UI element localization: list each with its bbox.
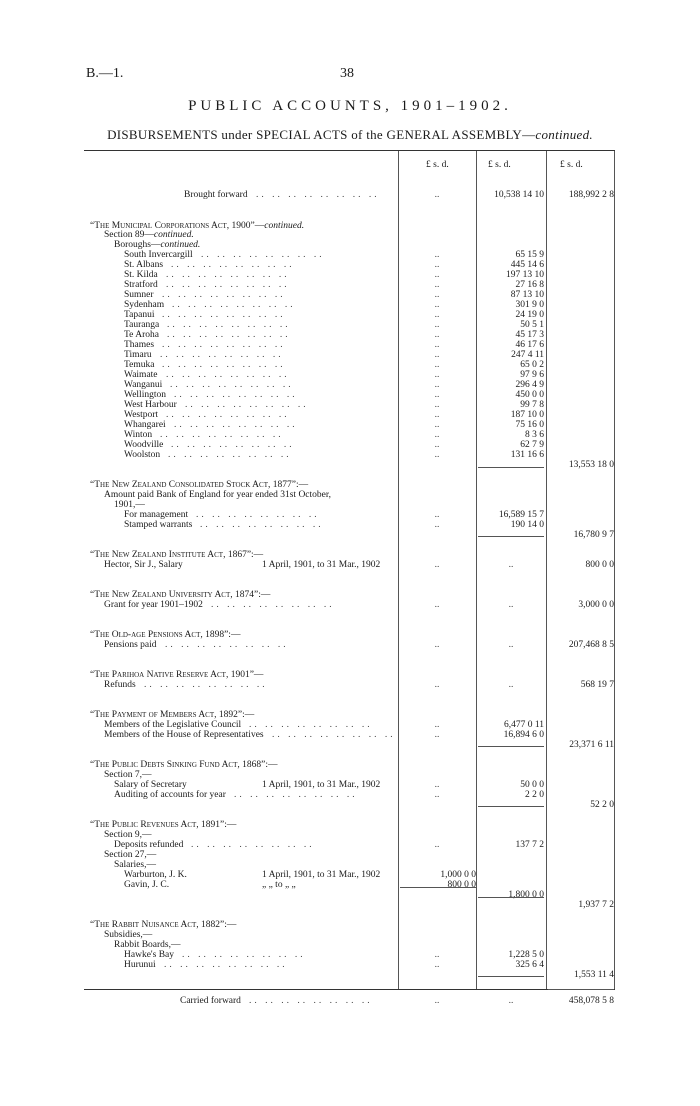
total-rule <box>478 897 544 898</box>
page-reference: B.—1. <box>86 66 124 81</box>
empty-cell-marker: .. <box>434 730 440 740</box>
row-label: Subsidies,— <box>104 930 153 940</box>
dot-leaders: .. .. .. .. .. .. .. .. <box>167 320 291 330</box>
empty-cell-marker: .. <box>434 330 440 340</box>
row-label: Rabbit Boards,— <box>114 940 181 950</box>
empty-cell-marker: .. <box>434 780 440 790</box>
row-label: Hector, Sir J., Salary <box>104 560 183 570</box>
dot-leaders: .. .. .. .. .. .. .. .. <box>191 840 315 850</box>
empty-cell-marker: .. <box>434 520 440 530</box>
row-label: Whangarei <box>124 420 166 430</box>
amount-c2: 445 14 6 <box>510 260 544 270</box>
row-label: Section 89—continued. <box>104 230 194 240</box>
row-label: Westport <box>124 410 159 420</box>
date-range: „ „ to „ „ <box>262 880 296 890</box>
empty-cell-marker: .. <box>434 720 440 730</box>
amount-c2: 1,228 5 0 <box>508 950 544 960</box>
amount-c2: 27 16 8 <box>515 280 544 290</box>
dot-leaders: .. .. .. .. .. .. .. .. <box>182 950 306 960</box>
amount-c2: 137 7 2 <box>515 840 544 850</box>
row-label: Gavin, J. C. <box>124 880 170 890</box>
row-label: Salary of Secretary <box>114 780 187 790</box>
date-range: 1 April, 1901, to 31 Mar., 1902 <box>262 870 381 880</box>
total-rule <box>400 887 476 888</box>
dot-leaders: .. .. .. .. .. .. .. .. <box>165 640 289 650</box>
subtitle-main: DISBURSEMENTS under SPECIAL ACTS of the GENERAL ASSEMBLY— <box>107 127 536 142</box>
page-subtitle <box>0 127 700 143</box>
empty-cell-marker: .. <box>434 380 440 390</box>
dot-leaders: .. .. .. .. .. .. .. .. <box>170 380 294 390</box>
row-label: St. Albans <box>124 260 164 270</box>
dot-leaders: .. .. .. .. .. .. .. .. <box>162 290 286 300</box>
ledger-row <box>84 996 615 1007</box>
ledger-row <box>84 460 615 471</box>
empty-cell-marker: .. <box>434 390 440 400</box>
row-label: “The Old-age Pensions Act, 1898”:— <box>90 630 241 640</box>
ledger-row <box>84 190 615 201</box>
dot-leaders: .. .. .. .. .. .. .. .. <box>200 520 324 530</box>
total-rule <box>478 976 544 977</box>
dot-leaders: .. .. .. .. .. .. .. .. <box>174 390 298 400</box>
row-label: Stratford <box>124 280 158 290</box>
amount-c2: 46 17 6 <box>515 340 544 350</box>
row-label: Deposits refunded <box>114 840 184 850</box>
amount-c2: 24 19 0 <box>515 310 544 320</box>
date-range: 1 April, 1901, to 31 Mar., 1902 <box>262 560 381 570</box>
date-range: 1 April, 1901, to 31 Mar., 1902 <box>262 780 381 790</box>
empty-cell-marker: .. <box>434 450 440 460</box>
dot-leaders: .. .. .. .. .. .. .. .. <box>166 280 290 290</box>
row-label: “The Public Debts Sinking Fund Act, 1868”:— <box>90 760 278 770</box>
row-label: Amount paid Bank of England for year ended 31st October, <box>104 490 332 500</box>
dot-leaders: .. .. .. .. .. .. .. .. <box>144 680 268 690</box>
empty-cell-marker: .. <box>508 680 514 690</box>
dot-leaders: .. .. .. .. .. .. .. .. <box>174 420 298 430</box>
dot-leaders: .. .. .. .. .. .. .. .. <box>167 330 291 340</box>
empty-cell-marker: .. <box>434 280 440 290</box>
total-rule <box>478 746 544 747</box>
empty-cell-marker: .. <box>434 360 440 370</box>
dot-leaders: .. .. .. .. .. .. .. .. <box>168 450 292 460</box>
empty-cell-marker: .. <box>434 640 440 650</box>
amount-c2: 62 7 9 <box>520 440 544 450</box>
dot-leaders: .. .. .. .. .. .. .. .. <box>160 430 284 440</box>
dot-leaders: .. .. .. .. .. .. .. .. <box>160 350 284 360</box>
amount-c3: 207,468 8 5 <box>568 640 614 650</box>
row-label: Tauranga <box>124 320 160 330</box>
amount-c3: 13,553 18 0 <box>568 460 614 470</box>
row-label: Woodville <box>124 440 164 450</box>
row-label: Warburton, J. K. <box>124 870 187 880</box>
row-label: “The New Zealand Consolidated Stock Act, 1877”:— <box>90 480 309 490</box>
row-label: Section 27,— <box>104 850 157 860</box>
empty-cell-marker: .. <box>434 996 440 1006</box>
dot-leaders: .. .. .. .. .. .. .. .. <box>166 370 290 380</box>
empty-cell-marker: .. <box>434 510 440 520</box>
dot-leaders: .. .. .. .. .. .. .. .. <box>185 400 309 410</box>
row-label: Hawke's Bay <box>124 950 174 960</box>
row-label: Sumner <box>124 290 154 300</box>
row-label: Te Aroha <box>124 330 159 340</box>
amount-c2: 97 9 6 <box>520 370 544 380</box>
amount-c3: 1,937 7 2 <box>578 900 614 910</box>
amount-c2: 50 0 0 <box>520 780 544 790</box>
dot-leaders: .. .. .. .. .. .. .. .. <box>166 270 290 280</box>
row-label: St. Kilda <box>124 270 158 280</box>
amount-c2: 6,477 0 11 <box>503 720 544 730</box>
amount-c2: 187 10 0 <box>510 410 544 420</box>
amount-c3: 188,992 2 8 <box>568 190 614 200</box>
row-label: Waimate <box>124 370 158 380</box>
row-label: Thames <box>124 340 155 350</box>
empty-cell-marker: .. <box>434 430 440 440</box>
row-label: Timaru <box>124 350 152 360</box>
amount-c1: 800 0 0 <box>447 880 476 890</box>
row-label: Boroughs—continued. <box>114 240 201 250</box>
ledger-row <box>84 640 615 651</box>
row-label: South Invercargill <box>124 250 193 260</box>
row-label: “The Rabbit Nuisance Act, 1882”:— <box>90 920 237 930</box>
amount-c2: 75 16 0 <box>515 420 544 430</box>
amount-c2: 8 3 6 <box>525 430 544 440</box>
amount-c2: 296 4 9 <box>515 380 544 390</box>
row-label: Auditing of accounts for year <box>114 790 226 800</box>
row-label: Pensions paid <box>104 640 157 650</box>
empty-cell-marker: .. <box>434 260 440 270</box>
row-label: “The Payment of Members Act, 1892”:— <box>90 710 255 720</box>
amount-c2: 16,894 6 0 <box>503 730 544 740</box>
row-label: “The Municipal Corporations Act, 1900”—continued. <box>90 221 305 231</box>
row-label: Temuka <box>124 360 155 370</box>
row-label: Woolston <box>124 450 161 460</box>
row-label: Members of the House of Representatives <box>104 730 264 740</box>
amount-c3: 458,078 5 8 <box>568 996 614 1006</box>
empty-cell-marker: .. <box>434 950 440 960</box>
amount-c2: 450 0 0 <box>515 390 544 400</box>
row-label: For management <box>124 510 189 520</box>
column-header-1: £ s. d. <box>426 160 449 170</box>
ledger-row <box>84 600 615 611</box>
dot-leaders: .. .. .. .. .. .. .. .. <box>272 730 396 740</box>
empty-cell-marker: .. <box>434 600 440 610</box>
empty-cell-marker: .. <box>508 640 514 650</box>
empty-cell-marker: .. <box>508 600 514 610</box>
row-label: Tapanui <box>124 310 155 320</box>
column-header-2: £ s. d. <box>488 160 511 170</box>
empty-cell-marker: .. <box>434 440 440 450</box>
empty-cell-marker: .. <box>434 790 440 800</box>
dot-leaders: .. .. .. .. .. .. .. .. <box>256 190 380 200</box>
disbursements-ledger <box>84 150 615 1006</box>
row-label: Stamped warrants <box>124 520 193 530</box>
row-label: Wanganui <box>124 380 163 390</box>
amount-c2: 197 13 10 <box>506 270 544 280</box>
column-header-3: £ s. d. <box>560 160 583 170</box>
amount-c2: 65 0 2 <box>520 360 544 370</box>
amount-c3: 800 0 0 <box>585 560 614 570</box>
empty-cell-marker: .. <box>434 190 440 200</box>
empty-cell-marker: .. <box>434 250 440 260</box>
amount-c3: 3,000 0 0 <box>578 600 614 610</box>
dot-leaders: .. .. .. .. .. .. .. .. <box>211 600 335 610</box>
empty-cell-marker: .. <box>434 370 440 380</box>
empty-cell-marker: .. <box>434 310 440 320</box>
dot-leaders: .. .. .. .. .. .. .. .. <box>171 260 295 270</box>
amount-c2: 50 5 1 <box>520 320 544 330</box>
dot-leaders: .. .. .. .. .. .. .. .. <box>166 410 290 420</box>
empty-cell-marker: .. <box>434 290 440 300</box>
subtitle-continued: continued. <box>535 127 593 142</box>
row-label: 1901,— <box>114 500 145 510</box>
amount-c2: 301 9 0 <box>515 300 544 310</box>
dot-leaders: .. .. .. .. .. .. .. .. <box>234 790 358 800</box>
row-label: Brought forward <box>184 190 248 200</box>
amount-c3: 23,371 6 11 <box>569 740 614 750</box>
amount-c2: 99 7 8 <box>520 400 544 410</box>
empty-cell-marker: .. <box>434 350 440 360</box>
row-label: “The Public Revenues Act, 1891”:— <box>90 820 237 830</box>
amount-c3: 1,553 11 4 <box>573 970 614 980</box>
dot-leaders: .. .. .. .. .. .. .. .. <box>249 720 373 730</box>
row-label: Grant for year 1901–1902 <box>104 600 203 610</box>
empty-cell-marker: .. <box>434 960 440 970</box>
empty-cell-marker: .. <box>434 420 440 430</box>
page-number: 38 <box>340 66 354 81</box>
amount-c2: 10,538 14 10 <box>494 190 544 200</box>
empty-cell-marker: .. <box>434 270 440 280</box>
dot-leaders: .. .. .. .. .. .. .. .. <box>201 250 325 260</box>
total-rule <box>478 536 544 537</box>
ledger-row <box>84 680 615 691</box>
total-rule <box>478 467 544 468</box>
empty-cell-marker: .. <box>434 320 440 330</box>
total-rule <box>548 989 614 990</box>
empty-cell-marker: .. <box>434 340 440 350</box>
dot-leaders: .. .. .. .. .. .. .. .. <box>172 300 296 310</box>
empty-cell-marker: .. <box>508 560 514 570</box>
row-label: “The Parihoa Native Reserve Act, 1901”— <box>90 670 264 680</box>
dot-leaders: .. .. .. .. .. .. .. .. <box>196 510 320 520</box>
amount-c3: 52 2 0 <box>590 800 614 810</box>
row-label: Refunds <box>104 680 136 690</box>
row-label: Winton <box>124 430 153 440</box>
row-label: Hurunui <box>124 960 156 970</box>
amount-c2: 2 2 0 <box>525 790 544 800</box>
ledger-row <box>84 560 615 571</box>
empty-cell-marker: .. <box>434 300 440 310</box>
row-label: “The New Zealand Institute Act, 1867”:— <box>90 550 264 560</box>
empty-cell-marker: .. <box>434 410 440 420</box>
dot-leaders: .. .. .. .. .. .. .. .. <box>171 440 295 450</box>
dot-leaders: .. .. .. .. .. .. .. .. <box>164 960 288 970</box>
row-label: Wellington <box>124 390 166 400</box>
ledger-row <box>84 900 615 911</box>
amount-c2: 190 14 0 <box>510 520 544 530</box>
empty-cell-marker: .. <box>508 996 514 1006</box>
empty-cell-marker: .. <box>434 840 440 850</box>
amount-c2: 131 16 6 <box>510 450 544 460</box>
row-label: Salaries,— <box>114 860 156 870</box>
empty-cell-marker: .. <box>434 680 440 690</box>
row-label: Section 9,— <box>104 830 152 840</box>
amount-c2: 65 15 9 <box>515 250 544 260</box>
dot-leaders: .. .. .. .. .. .. .. .. <box>162 360 286 370</box>
empty-cell-marker: .. <box>434 400 440 410</box>
amount-c2: 247 4 11 <box>511 350 544 360</box>
row-label: Members of the Legislative Council <box>104 720 242 730</box>
empty-cell-marker: .. <box>434 560 440 570</box>
amount-c2: 87 13 10 <box>510 290 544 300</box>
row-label: Sydenham <box>124 300 165 310</box>
row-label: Carried forward <box>180 996 241 1006</box>
amount-c3: 568 19 7 <box>580 680 614 690</box>
amount-c1: 1,000 0 0 <box>440 870 476 880</box>
amount-c2: 1,800 0 0 <box>508 890 544 900</box>
dot-leaders: .. .. .. .. .. .. .. .. <box>249 996 373 1006</box>
amount-c2: 16,589 15 7 <box>498 510 544 520</box>
row-label: Section 7,— <box>104 770 152 780</box>
amount-c2: 45 17 3 <box>515 330 544 340</box>
total-rule <box>478 806 544 807</box>
amount-c2: 325 6 4 <box>515 960 544 970</box>
row-label: “The New Zealand University Act, 1874”:— <box>90 590 271 600</box>
amount-c3: 16,780 9 7 <box>573 530 614 540</box>
row-label: West Harbour <box>124 400 177 410</box>
dot-leaders: .. .. .. .. .. .. .. .. <box>162 310 286 320</box>
dot-leaders: .. .. .. .. .. .. .. .. <box>162 340 286 350</box>
page-title: PUBLIC ACCOUNTS, 1901–1902. <box>188 98 512 114</box>
